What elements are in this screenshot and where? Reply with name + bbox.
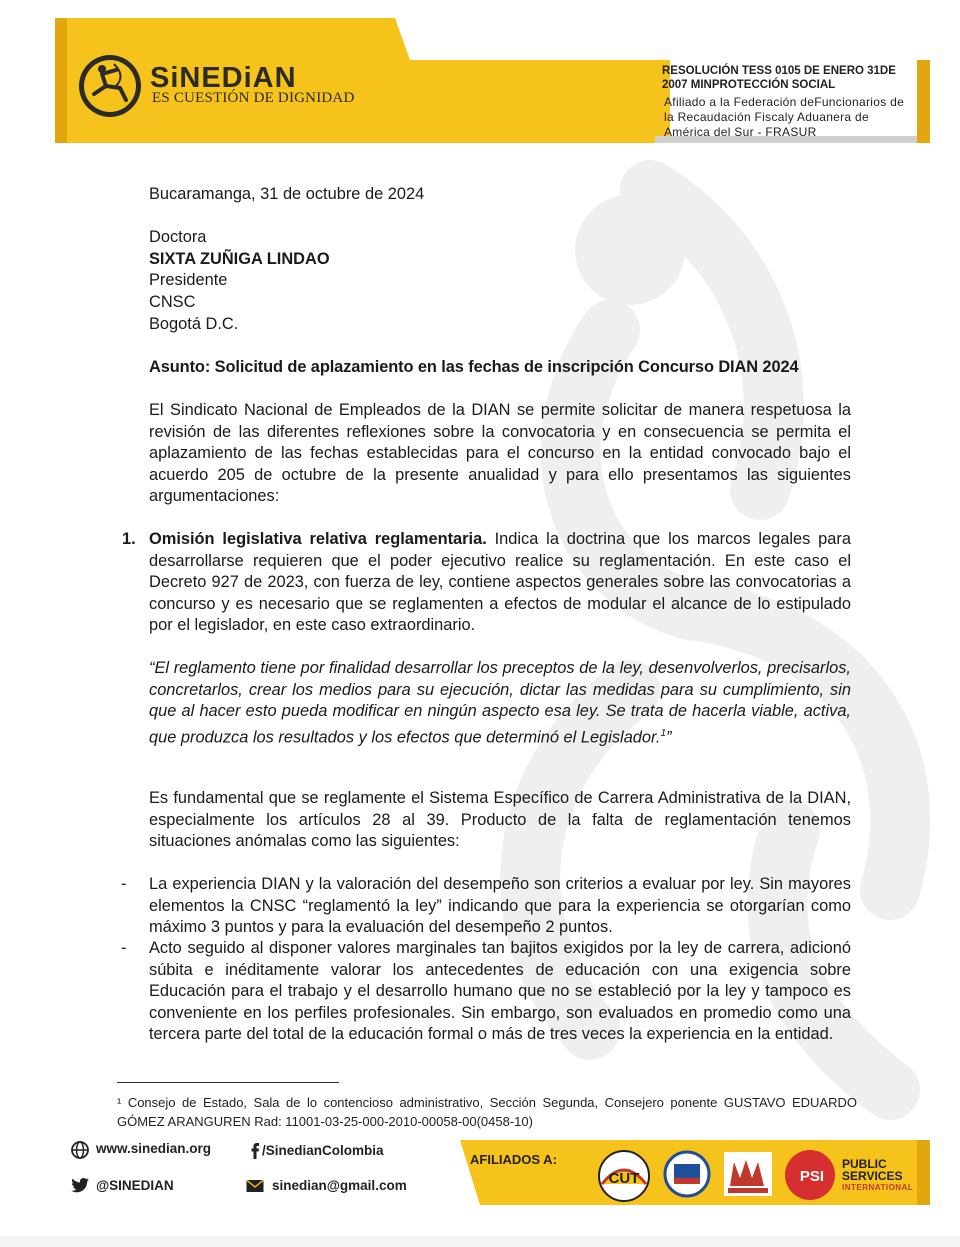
facebook-link[interactable]: /SinedianColombia — [262, 1143, 384, 1158]
recipient-city: Bogotá D.C. — [149, 315, 239, 333]
legal-quote-end: ” — [666, 727, 672, 746]
cut-logo-text: CUT — [608, 1170, 640, 1187]
paragraph-2: Es fundamental que se reglamente el Sistema Específico de Carrera Administrativa de la DIAN, especialmente los artículos 28 al 39. Producto de la falta de reglamentación tenemos situaciones anómalas como las siguientes: — [149, 789, 851, 850]
frasur-logo-icon — [662, 1148, 712, 1200]
recipient-role: Presidente — [149, 271, 228, 289]
item-1-number: 1. — [122, 530, 136, 548]
resolution-text — [662, 64, 912, 92]
footnote-divider — [117, 1082, 339, 1083]
psi-label — [842, 1158, 913, 1194]
recipient-org: CNSC — [149, 293, 196, 311]
recipient-name: SIXTA ZUÑIGA LINDAO — [149, 250, 330, 268]
item-1-paragraph — [149, 529, 851, 637]
twitter-link[interactable]: @SINEDIAN — [96, 1178, 174, 1193]
bullet-1-dash: - — [121, 875, 127, 893]
item-1-text: Indica la doctrina que los marcos legales para desarrollarse requieren que el poder ejecutivo realice su reglamentación. En este caso el Decreto 927 de 2023, con fuerza de ley, contiene aspectos generales sobre las convocatorias a concurso y es necesario que se reglamenten a efectos de modular el alcance de lo estipulado por el legislador, en este caso extraordinario. — [149, 530, 851, 634]
page-bottom-edge — [0, 1236, 960, 1247]
letter-subject: Asunto: Solicitud de aplazamiento en las fechas de inscripción Concurso DIAN 2024 — [149, 358, 799, 376]
brand-name: SiNEDiAN — [150, 62, 297, 94]
legal-quote — [149, 658, 851, 748]
letter-date: Bucaramanga, 31 de octubre de 2024 — [149, 185, 425, 203]
website-link[interactable]: www.sinedian.org — [96, 1141, 212, 1156]
resolution-line-1: RESOLUCIÓN TESS 0105 DE ENERO 31DE — [662, 65, 896, 77]
cut-logo-icon — [592, 1146, 656, 1204]
bullet-2-dash: - — [121, 939, 127, 957]
legal-quote-text: “El reglamento tiene por finalidad desarrollar los preceptos de la ley, desenvolverlos, precisarlos, concretarlos, crear los medios para su ejecución, dictar las medidas para su cumplimiento, sin que al hacer esto pueda modificar en ningún aspecto esa ley. Se trata de hacerla viable, activa, que produzca los resultados y los efectos que determinó el Legislador. — [149, 659, 851, 746]
recipient-title: Doctora — [149, 228, 207, 246]
intro-paragraph: El Sindicato Nacional de Empleados de la DIAN se permite solicitar de manera respetuosa la revisión de las diferentes reflexiones sobre la convocatoria y en consecuencia se permita el aplazamiento de las fechas establecidas para el concurso en la entidad convocado bajo el acuerdo 205 de octubre de la presente anualidad y para ello presentamos las siguientes argumentaciones: — [149, 401, 851, 505]
bullet-1-text: La experiencia DIAN y la valoración del desempeño son criterios a evaluar por ley. Sin mayores elementos la CNSC “reglamentó la ley” indicando que para la experiencia se otorgarían como máximo 3 puntos y para la evaluación del desempeño 2 puntos. — [149, 875, 851, 936]
bullet-2-text: Acto seguido al disponer valores marginales tan bajitos exigidos por la ley de carrera, adicionó súbita e inéditamente valorar los antecedentes de educación con una exigencia sobre Educación para el trabajo y el desarrollo humano que no se estableció por la ley y tampoco es conveniente en los perfiles profesionales. Sin embargo, son evaluados en promedio como una tercera parte del total de la educación formal o más de tres veces la experiencia en la entidad. — [149, 939, 851, 1043]
affiliation-text: Afiliado a la Federación deFuncionarios de la Recaudación Fiscaly Aduanera de América del Sur - FRASUR — [664, 95, 905, 139]
psi-line-3: INTERNATIONAL — [842, 1183, 914, 1192]
email-icon — [245, 1176, 265, 1196]
psi-line-1: PUBLIC — [842, 1157, 887, 1171]
email-link[interactable]: sinedian@gmail.com — [272, 1178, 407, 1193]
brand-tagline: ES CUESTIÓN DE DIGNIDAD — [152, 90, 355, 106]
resolution-line-2: 2007 MINPROTECCIÓN SOCIAL — [662, 79, 836, 91]
psi-line-2: SERVICES — [842, 1169, 903, 1183]
psi-logo-icon — [782, 1148, 838, 1202]
footnote-ref: 1 — [660, 727, 667, 739]
sinedian-logo-icon — [76, 52, 144, 120]
twitter-icon — [70, 1175, 90, 1195]
psi-logo-text: PSI — [799, 1168, 825, 1185]
globe-icon — [70, 1140, 90, 1160]
item-1-heading: Omisión legislativa relativa reglamentaria. — [149, 530, 487, 548]
footnote: ¹ Consejo de Estado, Sala de lo contencioso administrativo, Sección Segunda, Consejero ponente GUSTAVO EDUARDO GÓMEZ ARANGUREN Rad: 11001-03-25-000-2010-00058-00(0458-10) — [117, 1095, 857, 1129]
union-logo-icon — [720, 1148, 776, 1200]
affiliates-label: AFILIADOS A: — [470, 1152, 557, 1167]
